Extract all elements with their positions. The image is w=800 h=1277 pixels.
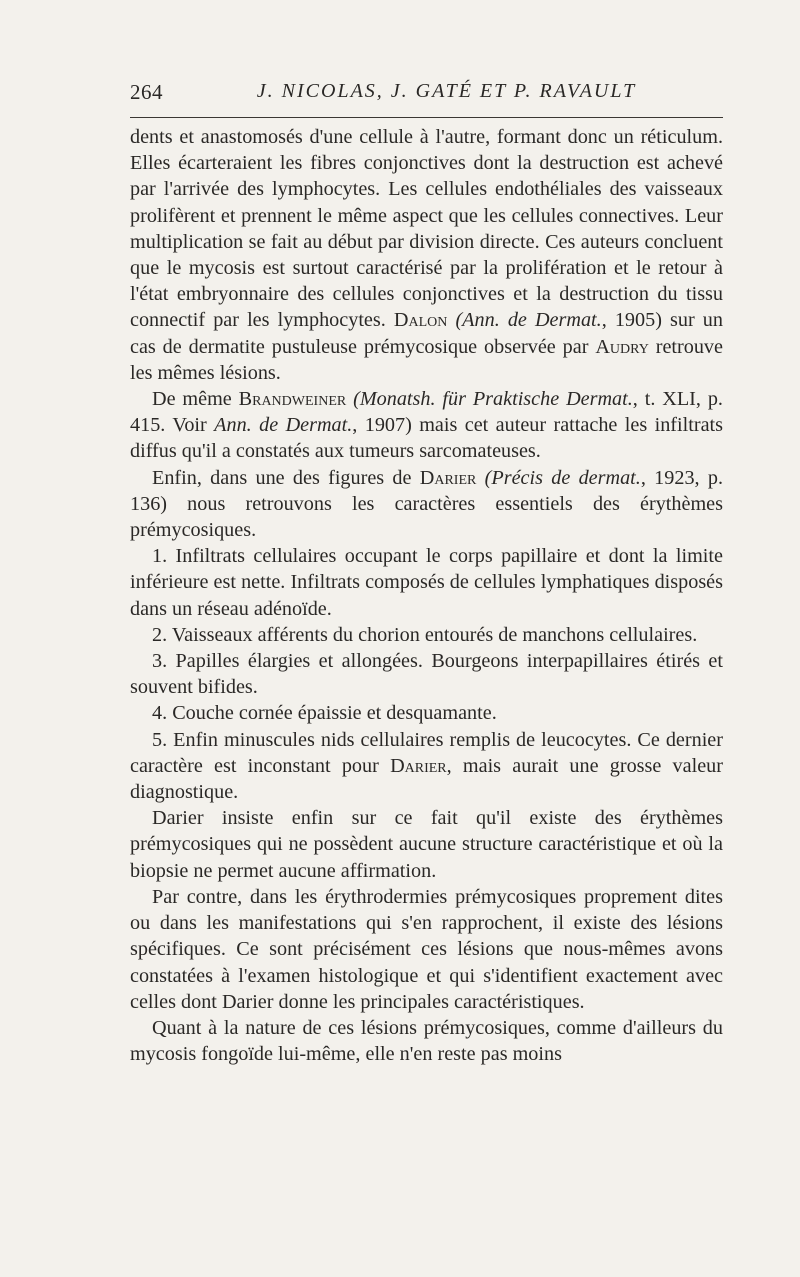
author-name: Brandweiner: [238, 388, 347, 411]
citation: (Précis de dermat.: [484, 466, 641, 489]
citation: (Ann. de Dermat.: [455, 309, 602, 332]
author-name: Darier: [419, 466, 477, 489]
paragraph-1: dents et anastomosés d'une cellule à l'autre, formant donc un réticulum. Elles écarteraient les fibres conjonctives dont la destruction est achevé par l'arrivée des lymphocytes. Les cellules endothéliales des vaisseaux prolifèrent et prennent le même aspect que les cellules connectives. Leur multiplication se fait au début par division directe. Ces auteurs concluent que le mycosis est surtout caractérisé par la prolifération et le retour à l'état embryonnaire des cellules conjonctives et la destruction du tissu connectif par les lymphocytes. Dalon (Ann. de Dermat., 1905) sur un cas de dermatite pustuleuse prémycosique observée par Audry retrouve les mêmes lésions.: [130, 126, 723, 384]
citation: (Monatsh. für Praktische Dermat.: [353, 388, 633, 411]
author-name: Dalon: [393, 309, 448, 332]
list-item-1: 1. Infiltrats cellulaires occupant le corps papillaire et dont la limite inférieure est nette. Infiltrats composés de cellules lymphatiques disposés dans un réseau adénoïde.: [130, 545, 723, 620]
list-item-5: 5. Enfin minuscules nids cellulaires remplis de leucocytes. Ce dernier caractère est inconstant pour Darier, mais aurait une grosse valeur diagnostique.: [130, 728, 723, 804]
paragraph-2: De même Brandweiner (Monatsh. für Praktische Dermat., t. XLI, p. 415. Voir Ann. de Dermat., 1907) mais cet auteur rattache les infiltrats diffus qu'il a constatés aux tumeurs sarcomateuses.: [130, 388, 723, 463]
paragraph-3: Enfin, dans une des figures de Darier (Précis de dermat., 1923, p. 136) nous retrouvons les caractères essentiels des érythèmes prémycosiques.: [130, 466, 724, 542]
paragraph-quant: Quant à la nature de ces lésions prémycosiques, comme d'ailleurs du mycosis fongoïde lui-même, elle n'en reste pas moins: [130, 1016, 723, 1066]
paragraph-darier: Darier insiste enfin sur ce fait qu'il existe des érythèmes prémycosiques qui ne possèdent aucune structure caractéristique et où la biopsie ne permet aucune affirmation.: [130, 807, 723, 882]
author-name: Audry: [595, 335, 649, 358]
header-rule: [130, 117, 723, 118]
list-item-3: 3. Papilles élargies et allongées. Bourgeons interpapillaires étirés et souvent bifides.: [130, 650, 723, 699]
author-name: Darier: [390, 754, 447, 777]
paragraph-par-contre: Par contre, dans les érythrodermies prémycosiques proprement dites ou dans les manifestations qui s'en rapprochent, il existe des lésions spécifiques. Ce sont précisément ces lésions que nous-mêmes avons constatées à l'examen histologique et qui s'identifient exactement avec celles dont Darier donne les principales caractéristiques.: [130, 885, 723, 1013]
citation: Ann. de Dermat.: [214, 414, 353, 437]
page-number: 264: [130, 80, 163, 104]
page-header: [130, 80, 723, 110]
list-item-2: 2. Vaisseaux afférents du chorion entourés de manchons cellulaires.: [152, 623, 698, 646]
running-title: J. NICOLAS, J. GATÉ ET P. RAVAULT: [256, 80, 637, 102]
list-item-4: 4. Couche cornée épaissie et desquamante.: [152, 702, 497, 725]
body-text: [130, 124, 723, 1067]
